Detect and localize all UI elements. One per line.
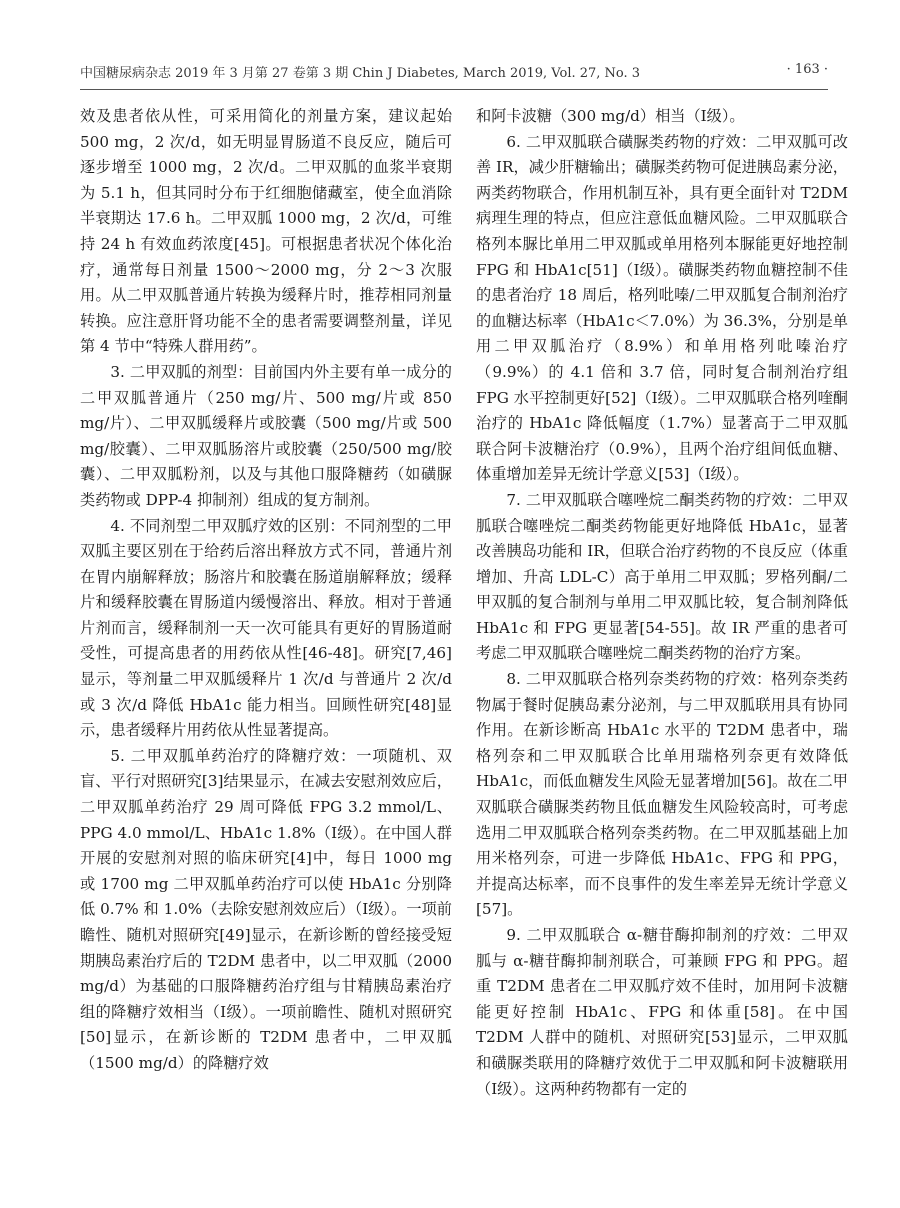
paragraph-glinide-combo: 8. 二甲双胍联合格列奈类药物的疗效：格列奈类药物属于餐时促胰岛素分泌剂，与二甲双胍联用具有协同作用。在新诊断高 HbA1c 水平的 T2DM 患者中，瑞格列奈和二甲双胍联合比单用瑞格列奈更有效降低 HbA1c，而低血糖发生风险无显著增加[56]。故在二甲双胍联合磺脲类药物且低血糖发生风险较高时，可考虑选用二甲双胍联合格列奈类药物。在二甲双胍基础上加用米格列奈，可进一步降低 HbA1c、FPG 和 PPG，并提高达标率，而不良事件的发生率差异无统计学意义[57]。 xyxy=(476,670,848,919)
paragraph-sulfonylurea-combo: 6. 二甲双胍联合磺脲类药物的疗效：二甲双胍可改善 IR，减少肝糖输出；磺脲类药物可促进胰岛素分泌，两类药物联合，作用机制互补，具有更全面针对 T2DM 病理生理的特点，但应注意低血糖风险。二甲双胍联合格列本脲比单用二甲双胍或单用格列本脲能更好地控制 FPG 和 HbA1c[51]（Ⅰ级）。磺脲类药物血糖控制不佳的患者治疗 18 周后，格列吡嗪/二甲双胍复合制剂治疗的血糖达标率（HbA1c＜7.0%）为 36.3%，分别是单用二甲双胍治疗（8.9%）和单用格列吡嗪治疗（9.9%）的 4.1 倍和 3.7 倍，同时复合制剂治疗组 FPG 水平控制更好[52]（Ⅰ级）。二甲双胍联合格列喹酮治疗的 HbA1c 降低幅度（1.7%）显著高于二甲双胍联合阿卡波糖治疗（0.9%），且两个治疗组间低血糖、体重增加差异无统计学意义[53]（Ⅰ级）。 xyxy=(476,132,848,484)
paragraph-formulation-efficacy: 4. 不同剂型二甲双胍疗效的区别：不同剂型的二甲双胍主要区别在于给药后溶出释放方式不同，普通片剂在胃内崩解释放；肠溶片和胶囊在肠道崩解释放；缓释片和缓释胶囊在胃肠道内缓慢溶出、释放。相对于普通片剂而言，缓释制剂一天一次可能具有更好的胃肠道耐受性，可提高患者的用药依从性[46-48]。研究[7,46]显示，等剂量二甲双胍缓释片 1 次/d 与普通片 2 次/d 或 3 次/d 降低 HbA1c 能力相当。回顾性研究[48]显示，患者缓释片用药依从性显著提高。 xyxy=(80,516,452,740)
paragraph-monotherapy-continued: 和阿卡波糖（300 mg/d）相当（Ⅰ级）。 xyxy=(476,107,745,125)
right-column xyxy=(476,104,848,1102)
paragraph-monotherapy: 5. 二甲双胍单药治疗的降糖疗效：一项随机、双盲、平行对照研究[3]结果显示，在减去安慰剂效应后，二甲双胍单药治疗 29 周可降低 FPG 3.2 mmol/L、PPG 4.0 mmol/L、HbA1c 1.8%（Ⅰ级）。在中国人群开展的安慰剂对照的临床研究[4]中，每日 1000 mg 或 1700 mg 二甲双胍单药治疗可以使 HbA1c 分别降低 0.7% 和 1.0%（去除安慰剂效应后）（Ⅰ级）。一项前瞻性、随机对照研究[49]显示，在新诊断的曾经接受短期胰岛素治疗后的 T2DM 患者中，以二甲双胍（2000 mg/d）为基础的口服降糖药治疗组与甘精胰岛素治疗组的降糖疗效相当（Ⅰ级）。一项前瞻性、随机对照研究[50]显示，在新诊断的 T2DM 患者中，二甲双胍（1500 mg/d）的降糖疗效 xyxy=(80,746,452,1072)
running-header xyxy=(80,62,828,82)
paragraph-agi-combo: 9. 二甲双胍联合 α-糖苷酶抑制剂的疗效：二甲双胍与 α-糖苷酶抑制剂联合，可兼顾 FPG 和 PPG。超重 T2DM 患者在二甲双胍疗效不佳时，加用阿卡波糖能更好控制 HbA1c、FPG 和体重[58]。在中国 T2DM 人群中的随机、对照研究[53]显示，二甲双胍和磺脲类联用的降糖疗效优于二甲双胍和阿卡波糖联用（Ⅰ级）。这两种药物都有一定的 xyxy=(476,926,848,1098)
paragraph-tzd-combo: 7. 二甲双胍联合噻唑烷二酮类药物的疗效：二甲双胍联合噻唑烷二酮类药物能更好地降低 HbA1c，显著改善胰岛功能和 IR，但联合治疗药物的不良反应（体重增加、升高 LDL-C）高于单用二甲双胍；罗格列酮/二甲双胍的复合制剂与单用二甲双胍比较，复合制剂降低 HbA1c 和 FPG 更显著[54-55]。故 IR 严重的患者可考虑二甲双胍联合噻唑烷二酮类药物的治疗方案。 xyxy=(476,490,848,663)
left-column xyxy=(80,104,452,1077)
journal-citation: 中国糖尿病杂志 2019 年 3 月第 27 卷第 3 期 Chin J Diabetes, March 2019, Vol. 27, No. 3 xyxy=(80,66,641,81)
page-number: · 163 · xyxy=(786,62,828,77)
paragraph-formulations: 3. 二甲双胍的剂型：目前国内外主要有单一成分的二甲双胍普通片（250 mg/片、500 mg/片或 850 mg/片）、二甲双胍缓释片或胶囊（500 mg/片或 500 mg/胶囊）、二甲双胍肠溶片或胶囊（250/500 mg/胶囊）、二甲双胍粉剂，以及与其他口服降糖药（如磺脲类药物或 DPP-4 抑制剂）组成的复方制剂。 xyxy=(80,362,452,509)
paragraph-dosing-continued: 效及患者依从性，可采用简化的剂量方案，建议起始 500 mg，2 次/d，如无明显胃肠道不良反应，随后可逐步增至 1000 mg，2 次/d。二甲双胍的血浆半衰期为 5.1 h，但其同时分布于红细胞储藏室，使全血消除半衰期达 17.6 h。二甲双胍 1000 mg，2 次/d，可维持 24 h 有效血药浓度[45]。可根据患者状况个体化治疗，通常每日剂量 1500～2000 mg，分 2～3 次服用。从二甲双胍普通片转换为缓释片时，推荐相同剂量转换。应注意肝肾功能不全的患者需要调整剂量，详见第 4 节中“特殊人群用药”。 xyxy=(80,107,452,356)
header-rule xyxy=(80,89,828,90)
